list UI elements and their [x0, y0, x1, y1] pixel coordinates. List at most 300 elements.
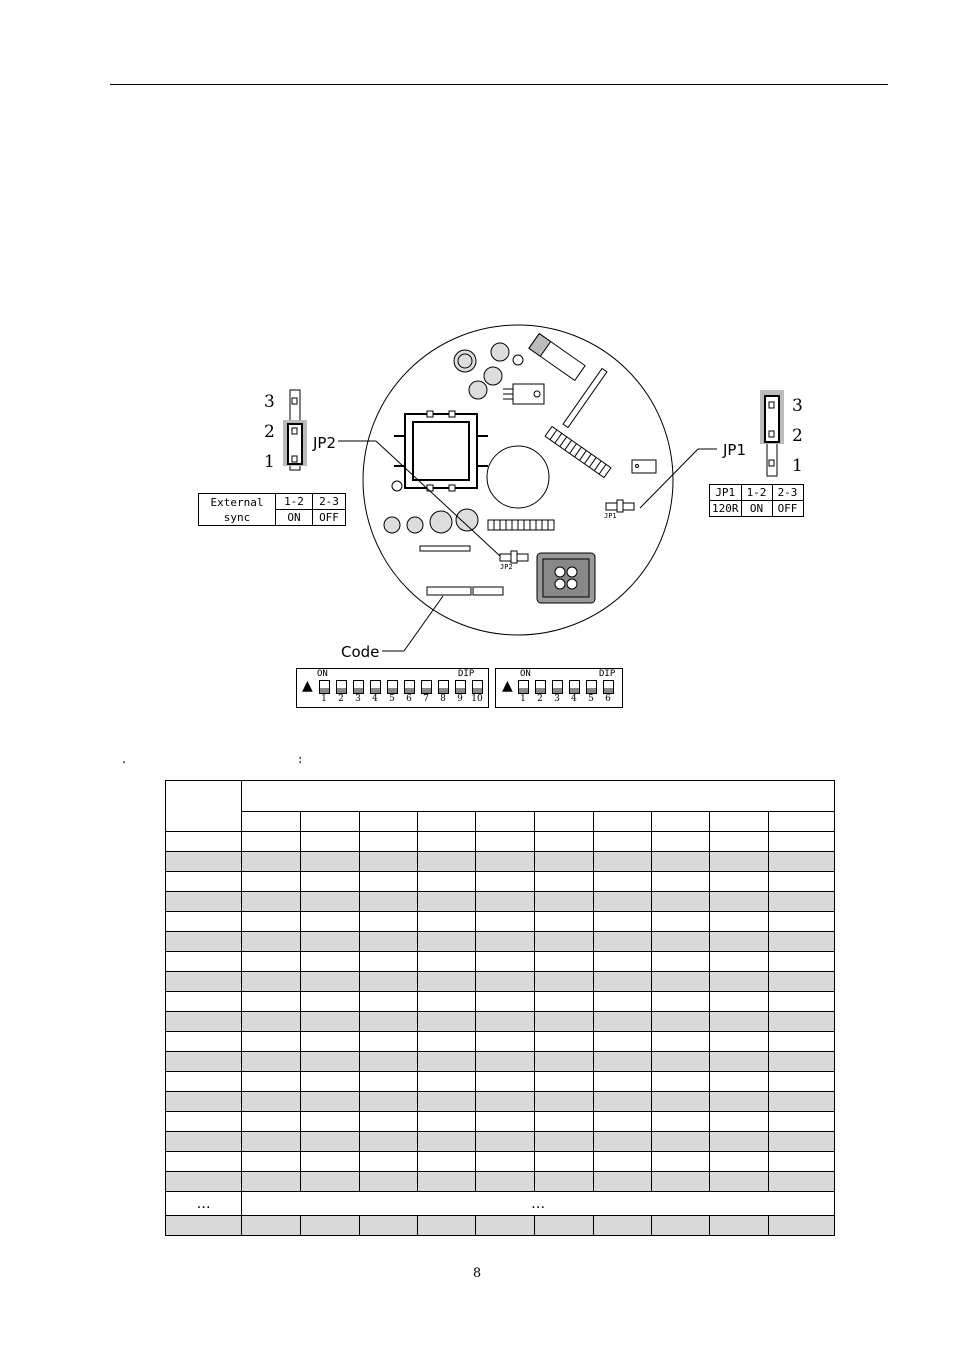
table-cell	[476, 1092, 534, 1112]
dip-switch-lever	[603, 680, 614, 694]
table-cell	[166, 1152, 242, 1172]
table-cell	[710, 932, 768, 952]
table-cell	[418, 1132, 476, 1152]
table-cell	[593, 952, 651, 972]
dip-switch-lever	[319, 680, 330, 694]
table-cell	[710, 1012, 768, 1032]
table-cell	[768, 872, 834, 892]
table-cell	[534, 1112, 593, 1132]
table-row	[166, 1012, 835, 1032]
table-cell	[359, 932, 417, 952]
table-cell	[534, 1172, 593, 1192]
dip-switch-6	[495, 668, 623, 708]
dip-switch-number: 10	[471, 694, 483, 704]
table-cell	[300, 1172, 359, 1192]
table-cell	[652, 1052, 710, 1072]
table-cell	[300, 972, 359, 992]
table-cell	[242, 1052, 300, 1072]
table-cell	[768, 952, 834, 972]
table-cell	[242, 852, 300, 872]
table-row	[166, 1172, 835, 1192]
table-cell	[768, 1152, 834, 1172]
table-cell	[300, 1112, 359, 1132]
jp2-pin-1: 1	[264, 452, 275, 472]
table-cell	[359, 852, 417, 872]
table-cell	[359, 1092, 417, 1112]
table-cell	[768, 1012, 834, 1032]
table-cell	[593, 872, 651, 892]
table-cell	[166, 1132, 242, 1152]
jp2-setting-table	[198, 493, 346, 526]
table-cell	[534, 1152, 593, 1172]
table-cell	[359, 912, 417, 932]
table-cell	[300, 1032, 359, 1052]
arrow-up-icon: ▲	[502, 678, 513, 694]
table-cell	[768, 1216, 834, 1236]
dip-switch-number: 9	[457, 694, 463, 704]
table-cell	[593, 832, 651, 852]
dip-switch-number: 4	[571, 694, 577, 704]
address-table	[165, 780, 835, 1236]
dip10-on-label: ON	[317, 669, 328, 679]
dip-switch-lever	[336, 680, 347, 694]
jp2-val-off: OFF	[313, 510, 346, 526]
table-row	[166, 912, 835, 932]
table-cell	[418, 1152, 476, 1172]
dip-switch-number: 1	[321, 694, 327, 704]
code-callout: Code	[341, 643, 380, 661]
table-row	[166, 992, 835, 1012]
table-cell	[242, 972, 300, 992]
table-cell	[593, 972, 651, 992]
center-hole	[487, 446, 549, 508]
table-cell	[242, 832, 300, 852]
table-cell	[710, 1152, 768, 1172]
table-header-row	[166, 781, 835, 812]
table-cell	[768, 972, 834, 992]
caption-dot: .	[122, 752, 127, 767]
table-cell	[300, 1132, 359, 1152]
table-cell	[300, 892, 359, 912]
capacitor	[469, 381, 487, 399]
table-cell	[242, 932, 300, 952]
jp2-callout: JP2	[313, 434, 337, 452]
table-cell	[652, 872, 710, 892]
table-cell	[359, 1132, 417, 1152]
table-cell	[166, 1052, 242, 1072]
dip-switch-number: 3	[355, 694, 361, 704]
table-cell	[710, 1112, 768, 1132]
dip-switch-lever	[387, 680, 398, 694]
table-cell	[418, 852, 476, 872]
table-cell	[242, 1012, 300, 1032]
table-cell	[242, 912, 300, 932]
table-header-corner	[166, 781, 242, 832]
table-cell	[242, 1032, 300, 1052]
table-caption	[122, 752, 322, 768]
jp2-val-on: ON	[276, 510, 313, 526]
dip-switch-number: 2	[338, 694, 344, 704]
page-number: 8	[472, 1266, 482, 1281]
table-cell	[418, 1072, 476, 1092]
table-cell	[418, 992, 476, 1012]
table-cell	[652, 852, 710, 872]
table-cell	[593, 912, 651, 932]
jp1-setting-table	[709, 484, 804, 517]
dip-switch-lever	[421, 680, 432, 694]
jp1-val-on: ON	[741, 501, 772, 517]
dip6-dip-label: DIP	[599, 669, 616, 679]
jp2-col-1-2: 1-2	[276, 494, 313, 510]
table-cell	[359, 832, 417, 852]
table-cell	[418, 1012, 476, 1032]
table-cell	[593, 992, 651, 1012]
table-cell	[418, 972, 476, 992]
table-cell	[476, 992, 534, 1012]
table-cell	[166, 872, 242, 892]
table-cell	[359, 952, 417, 972]
capacitor	[491, 343, 509, 361]
table-cell	[652, 1032, 710, 1052]
jp1-col-2-3: 2-3	[772, 485, 803, 501]
table-cell	[300, 932, 359, 952]
jp1-callout: JP1	[723, 441, 747, 459]
table-cell	[534, 892, 593, 912]
table-cell	[593, 1032, 651, 1052]
table-cell	[534, 872, 593, 892]
table-cell	[476, 952, 534, 972]
table-cell	[359, 1152, 417, 1172]
table-cell	[534, 952, 593, 972]
dip-switch-number: 8	[440, 694, 446, 704]
table-cell	[652, 1216, 710, 1236]
table-cell	[534, 1216, 593, 1236]
table-cell	[242, 1072, 300, 1092]
table-cell	[652, 1112, 710, 1132]
external-sync-label: External sync	[199, 494, 276, 526]
table-cell	[359, 992, 417, 1012]
table-cell	[710, 1172, 768, 1192]
table-row	[166, 972, 835, 992]
dip-switch-lever	[438, 680, 449, 694]
table-cell	[476, 852, 534, 872]
table-cell	[768, 852, 834, 872]
dip-switch-lever	[535, 680, 546, 694]
table-cell	[710, 1052, 768, 1072]
table-header-group	[242, 781, 835, 812]
caption-colon: :	[298, 752, 303, 767]
dip-switch-lever	[455, 680, 466, 694]
table-cell	[242, 1152, 300, 1172]
jp1-row-label: JP1	[710, 485, 742, 501]
table-cell	[418, 832, 476, 852]
table-cell	[710, 1072, 768, 1092]
table-cell	[710, 952, 768, 972]
board-jp1-label: JP1	[604, 512, 617, 520]
ic-chip	[545, 426, 611, 477]
table-cell	[710, 852, 768, 872]
jp1-pin-1: 1	[792, 456, 803, 476]
table-cell	[710, 912, 768, 932]
ellipsis-cell: …	[166, 1192, 242, 1216]
dip-switch-number: 6	[605, 694, 611, 704]
table-cell	[418, 872, 476, 892]
table-row	[166, 1112, 835, 1132]
table-cell	[359, 1012, 417, 1032]
table-row	[166, 1216, 835, 1236]
table-cell	[710, 832, 768, 852]
table-cell	[476, 1012, 534, 1032]
table-cell	[710, 992, 768, 1012]
dip-switch-lever	[353, 680, 364, 694]
table-header-cell	[242, 812, 300, 832]
table-cell	[534, 1092, 593, 1112]
table-cell	[476, 1152, 534, 1172]
table-cell	[300, 1072, 359, 1092]
dip-switch-number: 6	[406, 694, 412, 704]
dip-switch-number: 4	[372, 694, 378, 704]
board-jp2-label: JP2	[500, 563, 513, 571]
table-cell	[300, 1216, 359, 1236]
table-cell	[418, 1112, 476, 1132]
table-cell	[476, 1052, 534, 1072]
table-cell	[166, 972, 242, 992]
table-row	[166, 832, 835, 852]
table-cell	[166, 832, 242, 852]
table-cell	[166, 1092, 242, 1112]
jp1-val-off: OFF	[772, 501, 803, 517]
table-cell	[300, 1092, 359, 1112]
table-row	[166, 1152, 835, 1172]
table-cell	[242, 892, 300, 912]
table-cell	[242, 1172, 300, 1192]
table-cell	[534, 992, 593, 1012]
table-cell	[359, 972, 417, 992]
table-cell	[534, 1072, 593, 1092]
table-cell	[476, 1216, 534, 1236]
table-header-cell	[418, 812, 476, 832]
table-header-cell	[534, 812, 593, 832]
table-row	[166, 1052, 835, 1072]
table-cell	[652, 1012, 710, 1032]
table-cell	[534, 832, 593, 852]
table-cell	[166, 952, 242, 972]
capacitor	[454, 350, 476, 372]
table-cell	[359, 1172, 417, 1192]
table-cell	[166, 1172, 242, 1192]
dip6-on-label: ON	[520, 669, 531, 679]
table-cell	[710, 1092, 768, 1112]
table-row	[166, 1072, 835, 1092]
table-header-cell	[593, 812, 651, 832]
jp1-pin-2: 2	[792, 426, 803, 446]
table-cell	[652, 1092, 710, 1112]
table-header-row	[166, 812, 835, 832]
table-cell	[300, 1012, 359, 1032]
board-dip6	[473, 587, 503, 595]
table-cell	[418, 1172, 476, 1192]
table-cell	[166, 852, 242, 872]
table-cell	[593, 1112, 651, 1132]
table-cell	[593, 1092, 651, 1112]
table-cell	[166, 1072, 242, 1092]
table-cell	[166, 932, 242, 952]
table-row	[166, 1132, 835, 1152]
table-cell	[242, 1112, 300, 1132]
table-cell	[166, 1216, 242, 1236]
jp2-pin-2: 2	[264, 422, 275, 442]
table-row	[166, 952, 835, 972]
table-cell	[710, 1032, 768, 1052]
table-cell	[476, 1172, 534, 1192]
table-cell	[300, 1052, 359, 1072]
jp1-120r: 120R	[710, 501, 742, 517]
regulator	[529, 334, 585, 381]
table-cell	[593, 852, 651, 872]
jp1-pin-3: 3	[792, 396, 803, 416]
ellipsis-cell: …	[242, 1192, 835, 1216]
table-cell	[418, 952, 476, 972]
dip10-dip-label: DIP	[458, 669, 475, 679]
table-cell	[242, 952, 300, 972]
table-cell	[593, 1132, 651, 1152]
dip-switch-number: 5	[588, 694, 594, 704]
table-cell	[593, 1052, 651, 1072]
dip-switch-number: 7	[423, 694, 429, 704]
table-cell	[476, 1112, 534, 1132]
dip-switch-number: 3	[554, 694, 560, 704]
table-cell	[768, 1032, 834, 1052]
table-cell	[166, 992, 242, 1012]
table-header-cell	[476, 812, 534, 832]
table-row	[166, 1092, 835, 1112]
table-cell	[768, 1172, 834, 1192]
table-cell	[768, 932, 834, 952]
table-cell	[359, 1052, 417, 1072]
table-cell	[476, 1032, 534, 1052]
table-cell	[476, 872, 534, 892]
table-cell	[476, 832, 534, 852]
table-cell	[593, 1012, 651, 1032]
table-cell	[418, 1052, 476, 1072]
table-cell	[418, 1032, 476, 1052]
table-cell	[652, 1152, 710, 1172]
table-cell	[652, 1172, 710, 1192]
table-cell	[359, 1032, 417, 1052]
table-cell	[593, 892, 651, 912]
table-cell	[476, 912, 534, 932]
dip-switch-number: 5	[389, 694, 395, 704]
table-cell	[768, 1052, 834, 1072]
table-row	[166, 892, 835, 912]
table-cell	[242, 1092, 300, 1112]
table-cell	[242, 872, 300, 892]
table-cell	[300, 832, 359, 852]
dip-switch-lever	[569, 680, 580, 694]
table-cell	[476, 1072, 534, 1092]
table-cell	[534, 912, 593, 932]
table-cell	[418, 1216, 476, 1236]
dip-switch-10	[296, 668, 489, 708]
table-header-cell	[359, 812, 417, 832]
table-cell	[768, 992, 834, 1012]
jp2-pin-3: 3	[264, 392, 275, 412]
dip-switch-lever	[404, 680, 415, 694]
dip-switch-lever	[552, 680, 563, 694]
dip-switch-lever	[586, 680, 597, 694]
dip-switch-lever	[472, 680, 483, 694]
table-cell	[534, 1032, 593, 1052]
table-cell	[534, 1132, 593, 1152]
table-cell	[652, 912, 710, 932]
table-ellipsis-row	[166, 1192, 835, 1216]
table-cell	[418, 1092, 476, 1112]
transistor	[513, 384, 544, 404]
table-cell	[476, 1132, 534, 1152]
table-cell	[300, 952, 359, 972]
table-cell	[768, 1112, 834, 1132]
table-header-cell	[652, 812, 710, 832]
table-row	[166, 1032, 835, 1052]
table-cell	[652, 892, 710, 912]
table-cell	[710, 1216, 768, 1236]
table-cell	[710, 972, 768, 992]
table-cell	[652, 972, 710, 992]
table-cell	[710, 872, 768, 892]
dip-switch-number: 2	[537, 694, 543, 704]
table-row	[166, 852, 835, 872]
table-cell	[534, 972, 593, 992]
dip-switch-lever	[518, 680, 529, 694]
table-cell	[300, 912, 359, 932]
table-cell	[476, 932, 534, 952]
table-cell	[534, 852, 593, 872]
dip-switch-number: 1	[520, 694, 526, 704]
jp2-col-2-3: 2-3	[313, 494, 346, 510]
table-cell	[534, 932, 593, 952]
table-cell	[166, 1112, 242, 1132]
capacitor	[484, 367, 502, 385]
table-cell	[300, 992, 359, 1012]
jp1-col-1-2: 1-2	[741, 485, 772, 501]
table-cell	[593, 1072, 651, 1092]
table-cell	[652, 932, 710, 952]
table-cell	[652, 1072, 710, 1092]
table-cell	[359, 872, 417, 892]
table-cell	[166, 892, 242, 912]
table-cell	[652, 992, 710, 1012]
table-header-cell	[710, 812, 768, 832]
table-cell	[418, 892, 476, 912]
pin-header	[488, 520, 554, 530]
table-cell	[534, 1052, 593, 1072]
table-cell	[652, 832, 710, 852]
table-cell	[476, 972, 534, 992]
table-cell	[242, 1216, 300, 1236]
table-cell	[710, 1132, 768, 1152]
table-cell	[768, 912, 834, 932]
table-cell	[242, 1132, 300, 1152]
table-cell	[768, 832, 834, 852]
table-cell	[593, 932, 651, 952]
table-cell	[300, 1152, 359, 1172]
table-header-cell	[300, 812, 359, 832]
table-row	[166, 872, 835, 892]
table-header-cell	[768, 812, 834, 832]
table-cell	[768, 1132, 834, 1152]
table-row	[166, 932, 835, 952]
table-cell	[710, 892, 768, 912]
